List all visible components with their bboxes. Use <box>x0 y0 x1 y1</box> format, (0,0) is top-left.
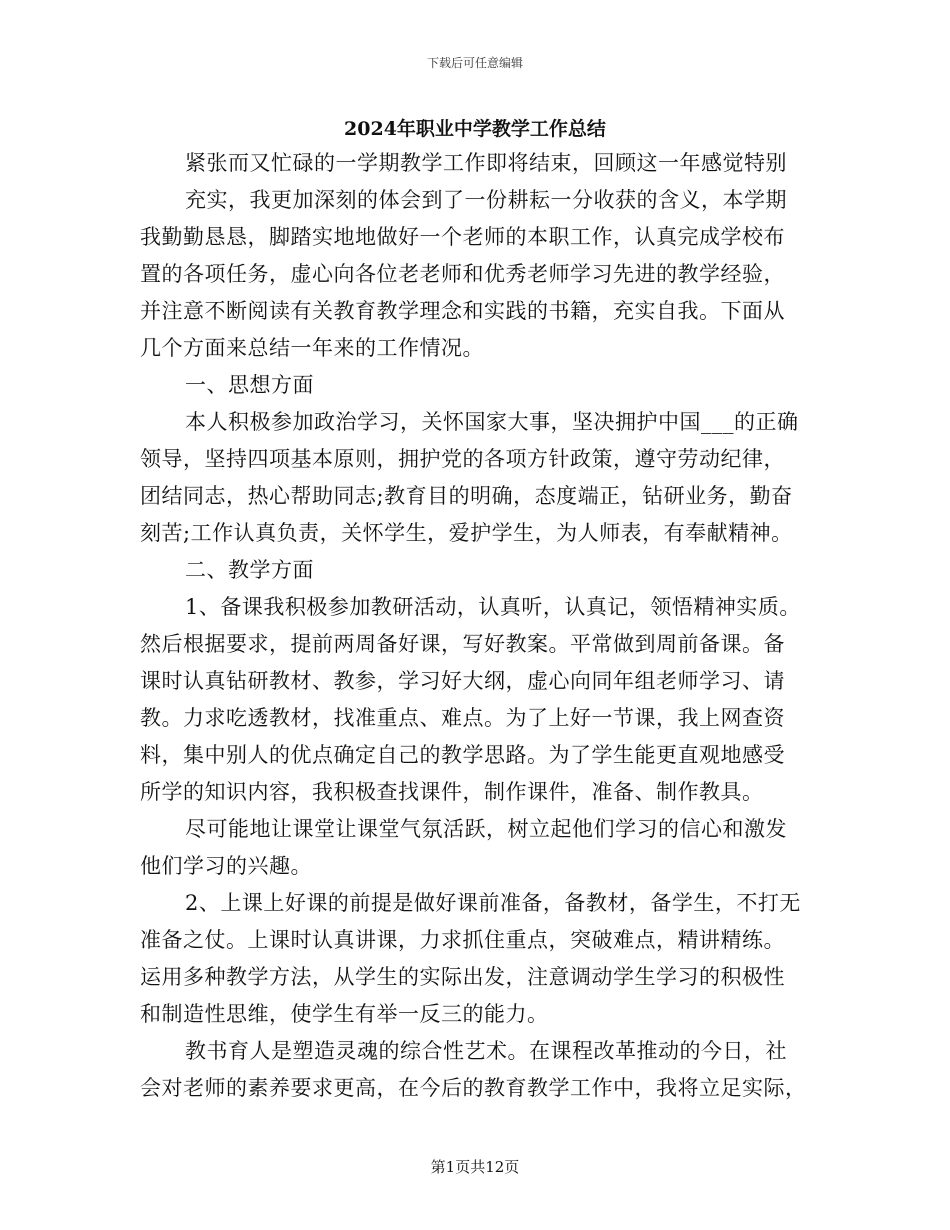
body-line: 尽可能地让课堂让课堂气氛活跃，树立起他们学习的信心和激发 <box>185 817 787 841</box>
body-line: 教。力求吃透教材，找准重点、难点。为了上好一节课，我上网查资 <box>140 706 785 730</box>
body-line: 刻苦;工作认真负责，关怀学生，爱护学生，为人师表，有奉献精神。 <box>140 521 793 545</box>
page-number: 第1页共12页 <box>430 1158 520 1176</box>
section-heading: 一、思想方面 <box>185 373 314 397</box>
body-line: 他们学习的兴趣。 <box>140 854 312 878</box>
page-header-note: 下载后可任意编辑 <box>426 56 523 70</box>
body-line: 紧张而又忙碌的一学期教学工作即将结束，回顾这一年感觉特别 <box>185 151 787 175</box>
body-line: 本人积极参加政治学习，关怀国家大事，坚决拥护中国___的正确 <box>185 410 799 434</box>
body-line: 1、备课我积极参加教研活动，认真听，认真记，领悟精神实质。 <box>185 595 801 619</box>
body-line: 我勤勤恳恳，脚踏实地地做好一个老师的本职工作，认真完成学校布 <box>140 225 785 249</box>
body-line: 几个方面来总结一年来的工作情况。 <box>140 336 484 360</box>
body-line: 教书育人是塑造灵魂的综合性艺术。在课程改革推动的今日，社 <box>185 1039 787 1063</box>
body-line: 所学的知识内容，我积极查找课件，制作课件，准备、制作教具。 <box>140 780 764 804</box>
body-line: 置的各项任务，虚心向各位老老师和优秀老师学习先进的教学经验， <box>140 262 785 286</box>
body-line: 并注意不断阅读有关教育教学理念和实践的书籍，充实自我。下面从 <box>140 299 785 323</box>
body-line: 和制造性思维，使学生有举一反三的能力。 <box>140 1002 549 1026</box>
document-title: 2024年职业中学教学工作总结 <box>344 118 606 140</box>
body-line: 课时认真钻研教材、教参，学习好大纲，虚心向同年组老师学习、请 <box>140 669 785 693</box>
body-line: 料，集中别人的优点确定自己的教学思路。为了学生能更直观地感受 <box>140 743 785 767</box>
section-heading: 二、教学方面 <box>185 558 314 582</box>
body-line: 团结同志，热心帮助同志;教育目的明确，态度端正，钻研业务，勤奋 <box>140 484 793 508</box>
body-line: 领导，坚持四项基本原则，拥护党的各项方针政策，遵守劳动纪律， <box>140 447 785 471</box>
body-line: 会对老师的素养要求更高，在今后的教育教学工作中，我将立足实际， <box>140 1076 807 1100</box>
body-line: 充实，我更加深刻的体会到了一份耕耘一分收获的含义，本学期 <box>185 188 787 212</box>
body-line: 运用多种教学方法，从学生的实际出发，注意调动学生学习的积极性 <box>140 965 785 989</box>
body-line: 然后根据要求，提前两周备好课，写好教案。平常做到周前备课。备 <box>140 632 785 656</box>
body-line: 准备之仗。上课时认真讲课，力求抓住重点，突破难点，精讲精练。 <box>140 928 785 952</box>
body-line: 2、上课上好课的前提是做好课前准备，备教材，备学生，不打无 <box>185 891 801 915</box>
